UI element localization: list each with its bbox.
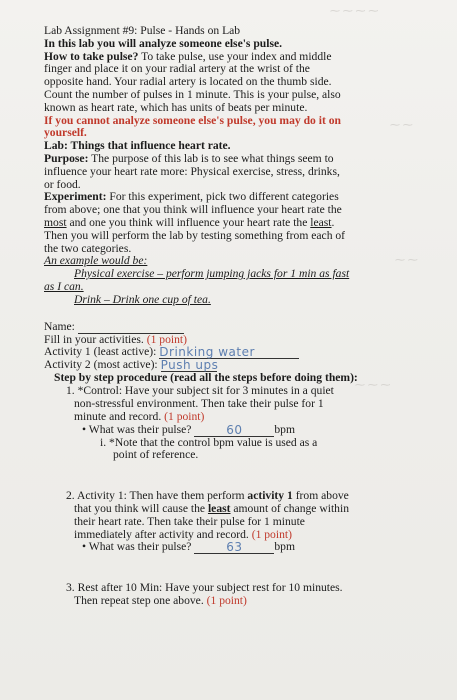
activity-form	[44, 321, 380, 373]
procedure-heading: Step by step procedure (read all the steps before doing them):	[54, 371, 358, 385]
example-drink: Drink – Drink one cup of tea.	[74, 292, 211, 306]
step-3: 3. Rest after 10 Min: Have your subject rest for 10 minutes. Then repeat step one above. (1 point)	[66, 581, 343, 608]
assignment-sheet	[44, 25, 380, 608]
example-exercise-cont: as I can.	[44, 279, 84, 293]
activity1-label: Activity 1 (least active):	[44, 345, 157, 359]
step2-question: • What was their pulse?	[82, 540, 192, 554]
fill-points: (1 point)	[146, 332, 187, 346]
example-exercise: Physical exercise – perform jumping jacks for 1 min as fast	[74, 267, 350, 281]
activity2-label: Activity 2 (most active):	[44, 358, 158, 372]
self-analysis-note-cont: yourself.	[44, 126, 87, 140]
fill-instructions: Fill in your activities.	[44, 332, 147, 346]
step1-note: i. *Note that the control bpm value is used as a	[100, 435, 318, 449]
intro-text: In this lab you will analyze someone else's pulse.	[44, 36, 283, 50]
bleed-through-mark: ⁓ ⁓	[390, 120, 413, 131]
bleed-through-mark: ⁓ ⁓ ⁓	[355, 380, 391, 391]
step2-pulse-handwritten: 63	[226, 540, 243, 555]
step2-pulse-field[interactable]	[194, 541, 274, 554]
how-to-take-pulse-section: How to take pulse? To take pulse, use your index and middle finger and place it on your radial artery at the wrist of the opposite hand. Your radial artery is located on the thumb side. Count the number of pulses in 1 minute. This is your pulse, also known as heart rate, which has units of beats per minute.	[44, 49, 341, 114]
bleed-through-mark: ⁓ ⁓	[395, 255, 418, 266]
step1-pulse-handwritten: 60	[226, 422, 243, 437]
self-analysis-note: If you cannot analyze someone else's pulse, you may do it on	[44, 113, 341, 127]
step1-unit: bpm	[274, 422, 295, 436]
step2-points: (1 point)	[251, 527, 292, 541]
step1-pulse-field[interactable]	[194, 424, 274, 437]
example-section	[44, 255, 380, 306]
step-2: 2. Activity 1: Then have them perform activity 1 from above that you think will cause the least amount of change within their heart rate. Then take their pulse for 1 minute immediately after activity and record. (1 point) • What was their pulse? 63 bpm	[66, 489, 349, 555]
name-label: Name:	[44, 319, 75, 333]
assignment-title: Lab Assignment #9: Pulse - Hands on Lab	[44, 24, 241, 37]
step-1: 1. *Control: Have your subject sit for 3 minutes in a quiet non-stressful environment. Then take their pulse for 1 minute and record. (1 point) • What was their pulse? 60 bpm i. *Note that the control bpm value is used as a point of reference.	[44, 385, 380, 462]
bleed-through-mark: ⁓ ⁓ ⁓ ⁓	[330, 6, 379, 17]
experiment-section: Experiment: For this experiment, pick two different categories from above; one that you think will influence your heart rate the most and one you think will influence your heart rate the least. Then you will perform the lab by testing something from each of the two categories.	[44, 190, 346, 255]
lab-heading: Lab: Things that influence heart rate.	[44, 139, 231, 153]
step1-question: • What was their pulse?	[82, 422, 192, 436]
step2-unit: bpm	[274, 540, 295, 554]
step3-points: (1 point)	[206, 594, 247, 608]
step1-points: (1 point)	[164, 409, 205, 423]
example-heading: An example would be:	[44, 254, 148, 268]
activity1-handwritten: Drinking water	[159, 345, 255, 360]
purpose-section: Purpose: The purpose of this lab is to see what things seem to influence your heart rate more: Physical exercise, stress, drinks, or food.	[44, 151, 340, 191]
activity2-handwritten: Push ups	[160, 358, 219, 373]
